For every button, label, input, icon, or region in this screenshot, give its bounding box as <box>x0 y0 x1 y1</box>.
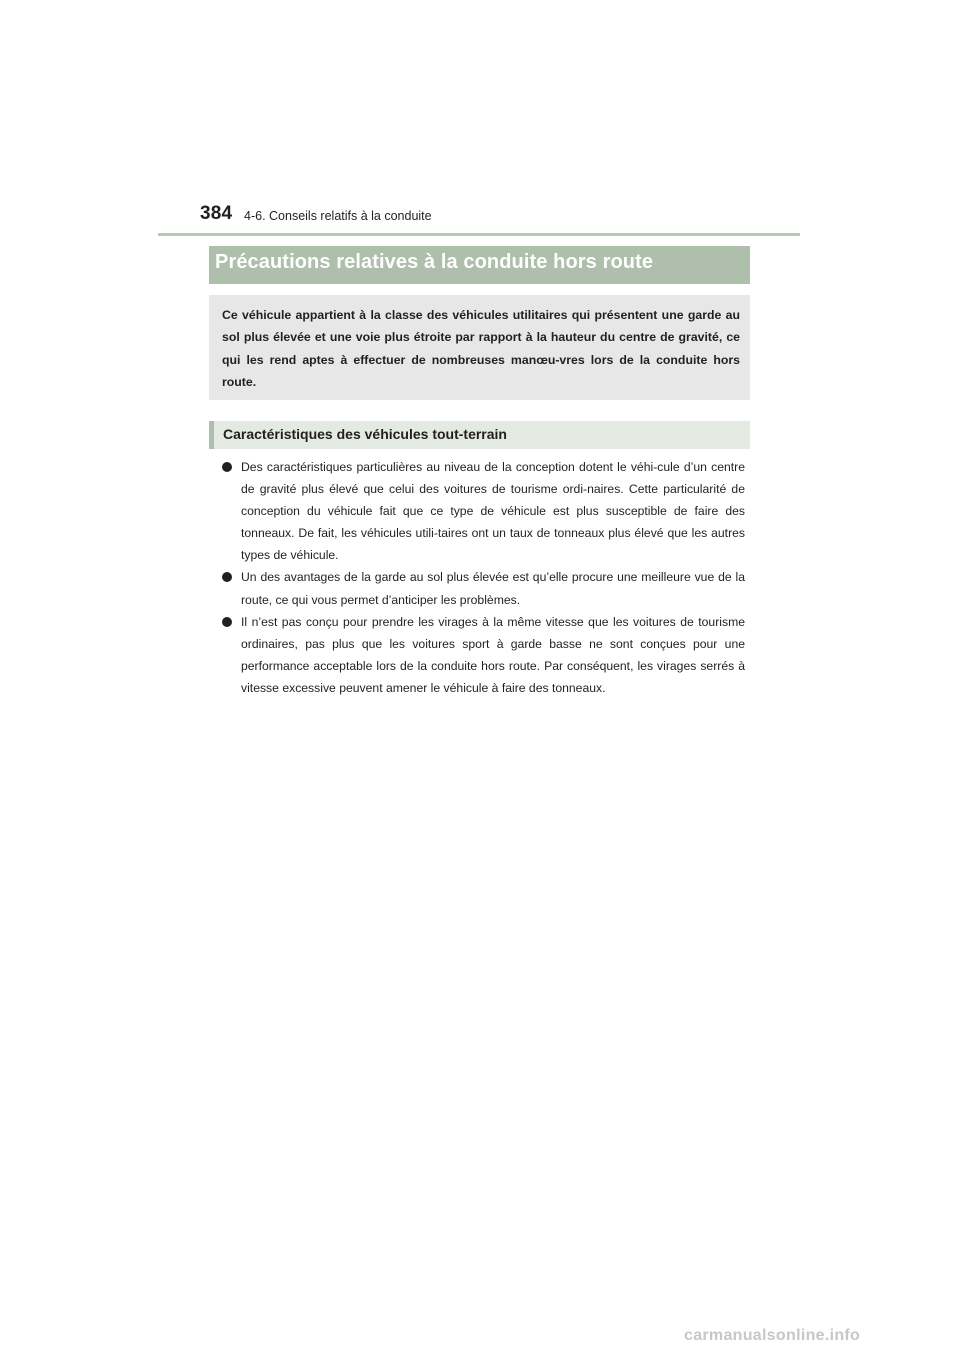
section-title-band <box>209 246 750 284</box>
section-path: 4-6. Conseils relatifs à la conduite <box>244 209 432 223</box>
subheading: Caractéristiques des véhicules tout-terrain <box>223 426 507 442</box>
list-item-text: Des caractéristiques particulières au niveau de la conception dotent le véhi-cule d’un centre de gravité plus élevé que celui des voitures de tourisme ordi-naires. Cette particularité de conception du véhicule fait que ce type de véhicule est plus susceptible de faire des tonneaux. De fait, les véhicules utili-taires ont un taux de tonneaux plus élevé que les autres types de véhicule. <box>241 460 745 563</box>
bullet-icon <box>222 462 232 472</box>
header-divider <box>158 233 800 236</box>
bullet-icon <box>222 617 232 627</box>
list-item-text: Il n’est pas conçu pour prendre les virages à la même vitesse que les voitures de tourisme ordinaires, pas plus que les voitures sport à garde basse ne sont conçues pour une performance acceptable lors de la conduite hors route. Par conséquent, les virages serrés à vitesse excessive peuvent amener le véhicule à faire des tonneaux. <box>241 614 745 695</box>
intro-box <box>209 295 750 400</box>
list-item <box>219 456 745 566</box>
bullet-icon <box>222 572 232 582</box>
list-item-text: Un des avantages de la garde au sol plus élevée est qu’elle procure une meilleure vue de la route, ce qui vous permet d’anticiper les problèmes. <box>241 570 745 607</box>
bullet-list <box>219 456 745 699</box>
list-item <box>219 611 745 699</box>
section-title: Précautions relatives à la conduite hors route <box>215 251 654 273</box>
page-header <box>158 203 800 233</box>
page-number: 384 <box>200 203 233 224</box>
list-item <box>219 566 745 610</box>
watermark: carmanualsonline.info <box>684 1327 861 1344</box>
intro-text: Ce véhicule appartient à la classe des véhicules utilitaires qui présentent une garde au sol plus élevée et une voie plus étroite par rapport à la hauteur du centre de gravité, ce qui les rend aptes à effectuer de nombreuses manœu-vres lors de la conduite hors route. <box>222 308 740 390</box>
subheading-accent-bar <box>209 421 214 449</box>
subheading-band <box>209 421 750 449</box>
